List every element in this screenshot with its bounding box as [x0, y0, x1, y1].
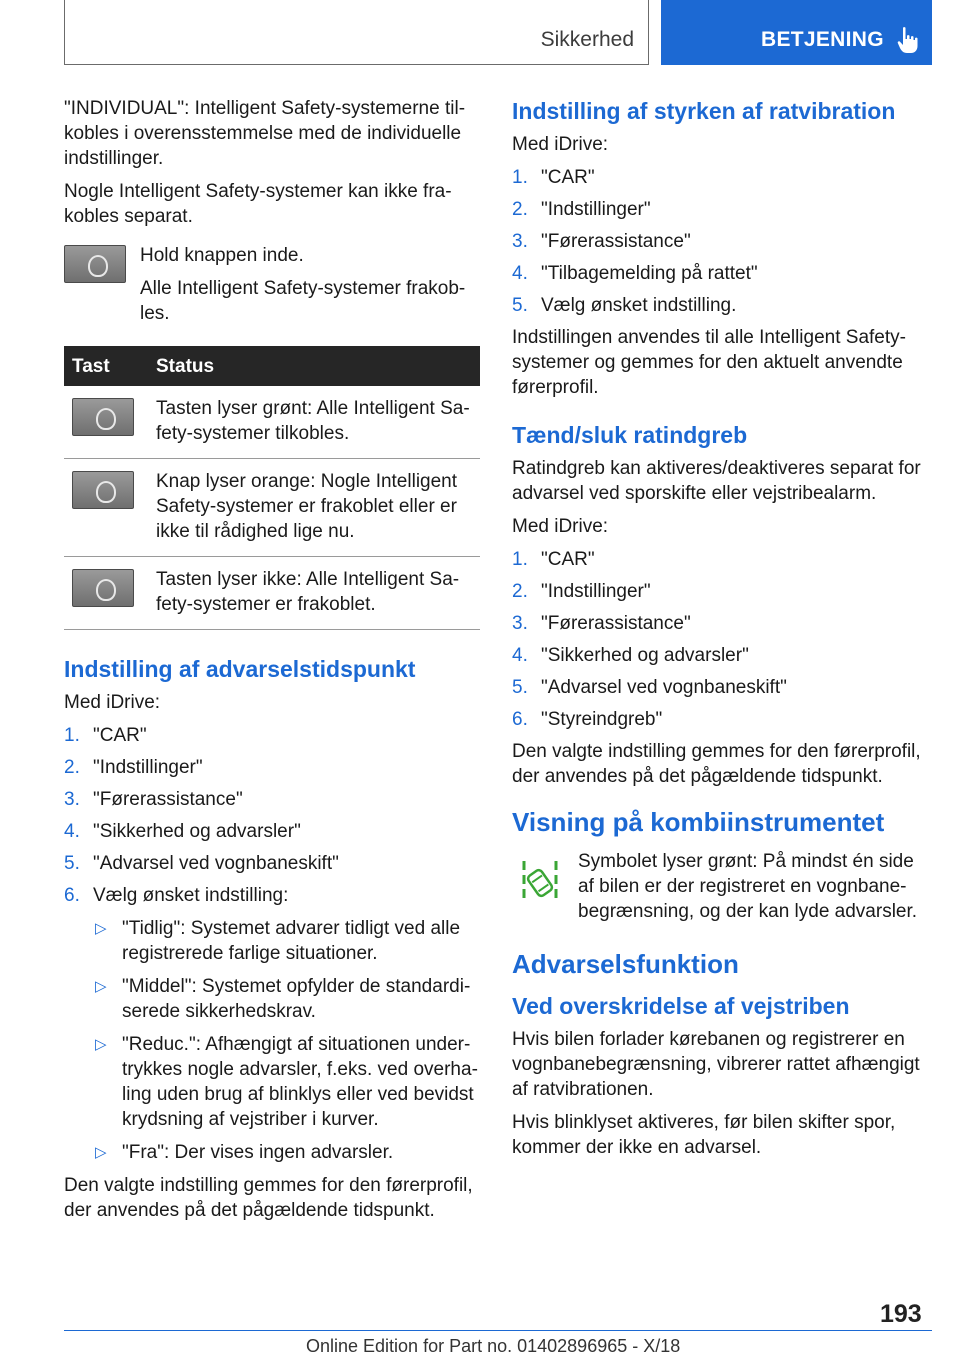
footer-divider — [64, 1330, 932, 1331]
list-item: 3. "Førerassistance" — [64, 789, 243, 810]
blink-paragraph: Hvis blinklyset aktiveres, før bilen skifter spor, kommer der ikke en advarsel. — [512, 1112, 896, 1158]
heading-vibration: Indstilling af styrken af ratvibration — [512, 98, 896, 124]
triangle-bullet-icon: ▷ — [95, 1144, 107, 1161]
vibration-steps — [512, 165, 928, 318]
warning-time-steps — [64, 723, 480, 1165]
option-list — [93, 916, 480, 1165]
idrive-label: Med iDrive: — [64, 692, 161, 713]
hand-pointer-icon — [897, 26, 919, 54]
list-item: 4. "Tilbagemelding på rattet" — [512, 263, 758, 284]
page-header — [64, 0, 932, 65]
heading-function: Advarselsfunktion — [512, 949, 739, 979]
list-item: 1. "CAR" — [512, 167, 595, 188]
section-title: Sikkerhed — [540, 28, 634, 51]
lane-symbol-row — [512, 849, 928, 925]
list-item: 5. "Advarsel ved vognbaneskift" — [512, 677, 787, 698]
heading-overrun: Ved overskridelse af vejstriben — [512, 993, 850, 1019]
leave-paragraph: Hvis bilen forlader kørebanen og registrerer en vognbanebegrænsning, vibrerer rattet afhængigt af ratvibrationen. — [512, 1029, 920, 1100]
safety-button-icon — [64, 245, 126, 283]
list-item: 5. "Advarsel ved vognbaneskift" — [64, 853, 339, 874]
status-cell: Tasten lyser ikke: Alle Intelligent Safety-systemer er frakoblet. — [148, 557, 480, 630]
table-row — [64, 557, 480, 630]
safety-button-icon — [72, 471, 134, 509]
table-row — [64, 386, 480, 459]
saved-paragraph: Den valgte indstilling gemmes for den førerprofil, der anvendes på det pågældende tidspunkt. — [64, 1175, 473, 1221]
list-item: 6. Vælg ønsket indstilling: ▷ "Tidlig": Systemet advarer tidligt ved alle registrerede farlige situationer. ▷ "Middel": Systemet opfylder de standardiserede sikkerhedskrav. ▷ "Reduc.": Afhængigt af situationen undertrykkes nogle advarsler, f.eks. ved overhaling uden brug af blinklys eller ved bevidst krydsning af vejstriber i kurver. ▷ "Fra": Der vises ingen advarsler. — [64, 883, 480, 1165]
list-item: 4. "Sikkerhed og advarsler" — [512, 645, 749, 666]
chapter-tab — [661, 0, 932, 65]
status-cell: Tasten lyser grønt: Alle Intelligent Safety-systemer tilkobles. — [148, 386, 480, 459]
list-item: 3. "Førerassistance" — [512, 613, 691, 634]
edition-text: Online Edition for Part no. 01402896965 - X/18 — [306, 1336, 681, 1356]
list-item: 2. "Indstillinger" — [512, 581, 651, 602]
status-table — [64, 346, 480, 630]
table-header-row — [64, 346, 480, 386]
all-off-text: Alle Intelligent Safety-systemer frakobles. — [140, 278, 466, 324]
list-item: 2. "Indstillinger" — [64, 757, 203, 778]
idrive-label: Med iDrive: — [512, 134, 609, 155]
list-item: 2. "Indstillinger" — [512, 199, 651, 220]
list-item: 5. Vælg ønsket indstilling. — [512, 295, 737, 316]
triangle-bullet-icon: ▷ — [95, 1036, 107, 1053]
hold-text: Hold knappen inde. — [140, 245, 304, 266]
col-header-key: Tast — [64, 346, 148, 386]
heading-display: Visning på kombiinstrumentet — [512, 807, 885, 837]
right-column — [512, 96, 928, 1168]
individual-paragraph: "INDIVIDUAL": Intelligent Safety-systemerne tilkobles i overensstemmelse med de individuelle indstillinger. — [64, 98, 466, 169]
safety-button-icon — [72, 569, 134, 607]
steering-steps — [512, 547, 928, 732]
option-item: ▷ "Fra": Der vises ingen advarsler. — [95, 1142, 394, 1163]
chapter-title: BETJENING — [761, 28, 884, 51]
list-item: 3. "Førerassistance" — [512, 231, 691, 252]
page-number: 193 — [880, 1300, 922, 1328]
list-item: 1. "CAR" — [512, 549, 595, 570]
list-item: 4. "Sikkerhed og advarsler" — [64, 821, 301, 842]
list-item: 6. "Styreindgreb" — [512, 709, 663, 730]
triangle-bullet-icon: ▷ — [95, 978, 107, 995]
symbol-paragraph: Symbolet lyser grønt: På mindst én side af bilen er der registreret en vognbanebegrænsning, og der kan lyde advarsler. — [578, 851, 918, 922]
triangle-bullet-icon: ▷ — [95, 920, 107, 937]
list-item: 1. "CAR" — [64, 725, 147, 746]
status-cell: Knap lyser orange: Nogle Intelligent Safety-systemer er frakoblet eller er ikke til rådighed lige nu. — [148, 459, 480, 557]
left-column — [64, 96, 480, 1231]
saved-paragraph: Den valgte indstilling gemmes for den førerprofil, der anvendes på det pågældende tidspunkt. — [512, 741, 921, 787]
table-row — [64, 459, 480, 557]
heading-warning-time: Indstilling af advarselstidspunkt — [64, 656, 416, 682]
option-item: ▷ "Middel": Systemet opfylder de standardiserede sikkerhedskrav. — [95, 976, 471, 1022]
option-item: ▷ "Tidlig": Systemet advarer tidligt ved alle registrerede farlige situationer. — [95, 918, 461, 964]
section-tab — [64, 0, 649, 65]
col-header-status: Status — [148, 346, 480, 386]
idrive-label: Med iDrive: — [512, 516, 609, 537]
steering-paragraph: Ratindgreb kan aktiveres/deaktiveres separat for advarsel ved sporskifte eller vejstribealarm. — [512, 458, 921, 504]
option-item: ▷ "Reduc.": Afhængigt af situationen undertrykkes nogle advarsler, f.eks. ved overhaling uden brug af blinklys eller ved bevidst krydsning af vejstriber i kurver. — [95, 1034, 478, 1130]
lane-departure-icon — [520, 853, 560, 909]
safety-button-icon — [72, 398, 134, 436]
separate-paragraph: Nogle Intelligent Safety-systemer kan ikke frakobles separat. — [64, 181, 452, 227]
applies-paragraph: Indstillingen anvendes til alle Intelligent Safety-systemer og gemmes for den aktuelt anvendte førerprofil. — [512, 327, 906, 398]
hold-button-instruction — [64, 243, 480, 326]
heading-steering: Tænd/sluk ratindgreb — [512, 422, 748, 448]
